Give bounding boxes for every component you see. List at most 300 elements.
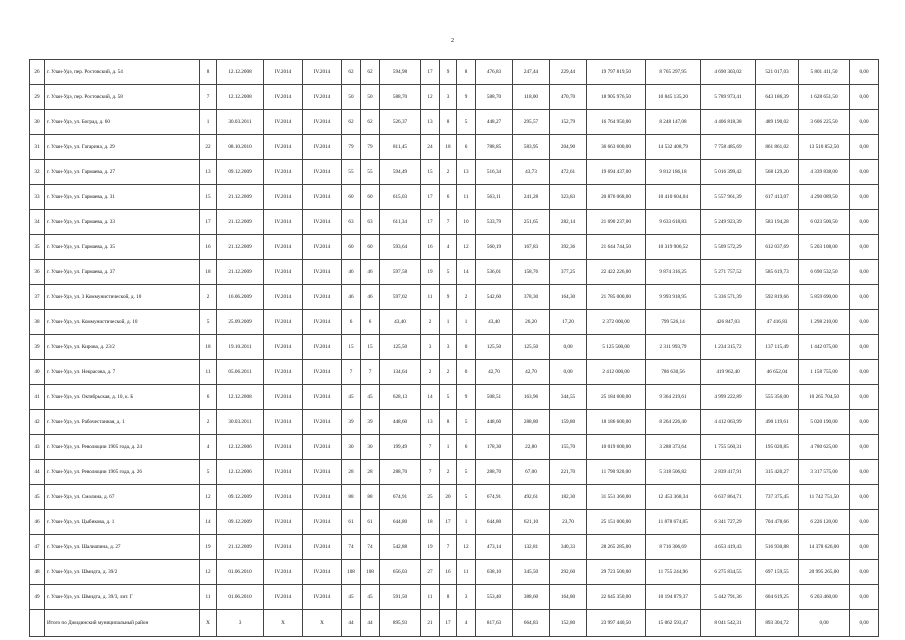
table-cell: 8 716 306,69 xyxy=(646,535,701,560)
table-cell: 16.06.2009 xyxy=(217,285,264,310)
table-cell: 241,28 xyxy=(513,185,550,210)
table-cell: IV.2014 xyxy=(303,460,342,485)
table-cell: 88 xyxy=(342,485,361,510)
table-cell: 15 xyxy=(200,185,217,210)
table-cell: г. Улан-Удэ, ул. Гармаева, д. 35 xyxy=(45,235,200,260)
table-cell: IV.2014 xyxy=(264,460,303,485)
table-cell: IV.2014 xyxy=(264,560,303,585)
table-cell: 0,00 xyxy=(850,485,879,510)
table-cell: 45 xyxy=(342,585,361,610)
table-cell: 0,00 xyxy=(850,610,879,637)
table-cell: 41 xyxy=(30,385,45,410)
table-cell: 12 453 368,34 xyxy=(646,485,701,510)
table-cell: 0,00 xyxy=(850,135,879,160)
table-cell: 45 xyxy=(30,485,45,510)
table-cell: 2 372 000,00 xyxy=(587,310,646,335)
table-cell: IV.2014 xyxy=(303,60,342,85)
register-table xyxy=(29,59,879,637)
table-cell: 585 619,73 xyxy=(756,260,799,285)
table-cell: 17 xyxy=(421,60,440,85)
table-row xyxy=(30,110,879,135)
table-cell: 315 420,27 xyxy=(756,460,799,485)
table-cell: 4 290 089,50 xyxy=(799,185,850,210)
table-cell: 247,44 xyxy=(513,60,550,85)
table-cell: IV.2014 xyxy=(303,110,342,135)
table-cell: IV.2014 xyxy=(303,235,342,260)
table-cell: 419 962,40 xyxy=(701,360,756,385)
table-cell: 26 xyxy=(30,60,45,85)
table-cell: IV.2014 xyxy=(264,585,303,610)
table-cell: 18 xyxy=(200,260,217,285)
table-cell: 60 xyxy=(361,185,380,210)
table-cell: 46 xyxy=(30,510,45,535)
table-cell: 134,64 xyxy=(380,360,421,385)
table-row xyxy=(30,585,879,610)
table-cell: 9 364 219,61 xyxy=(646,385,701,410)
table-cell: 9 xyxy=(457,385,476,410)
table-cell: г. Улан-Удэ, ул. Революции 1905 года, д. 26 xyxy=(45,460,200,485)
table-cell: 0 xyxy=(457,335,476,360)
table-cell: 0,00 xyxy=(850,335,879,360)
table-cell: 2 412 000,00 xyxy=(587,360,646,385)
table-cell: 490 119,61 xyxy=(756,410,799,435)
table-cell: 5 125 500,00 xyxy=(587,335,646,360)
table-cell: 9 xyxy=(457,85,476,110)
table-cell: 2 311 993,79 xyxy=(646,335,701,360)
table-cell: 4 406 818,38 xyxy=(701,110,756,135)
table-cell: 182,30 xyxy=(550,485,587,510)
table-cell: 553,40 xyxy=(476,585,513,610)
table-cell: 10 265 704,50 xyxy=(799,385,850,410)
table-cell: 8 xyxy=(457,60,476,85)
table-cell: IV.2014 xyxy=(303,85,342,110)
table-cell: 35 xyxy=(30,235,45,260)
table-cell: 0,00 xyxy=(550,335,587,360)
table-cell: 5 016 399,42 xyxy=(701,160,756,185)
table-cell: 43,40 xyxy=(380,310,421,335)
table-cell: 560,19 xyxy=(476,235,513,260)
table-cell: 6 203 460,00 xyxy=(799,585,850,610)
table-cell: 472,61 xyxy=(550,160,587,185)
table-cell: 664,83 xyxy=(513,610,550,637)
table-cell: 164,80 xyxy=(550,585,587,610)
table-cell: 1 628 651,50 xyxy=(799,85,850,110)
table-cell: 44 xyxy=(30,460,45,485)
table-cell: 27 xyxy=(421,560,440,585)
table-cell: 6 xyxy=(361,310,380,335)
table-cell: 20 995 265,00 xyxy=(799,560,850,585)
table-cell: 63 xyxy=(342,210,361,235)
table-cell: 4 xyxy=(457,610,476,637)
table-cell: 0,00 xyxy=(850,410,879,435)
table-cell: 55 xyxy=(361,160,380,185)
table-cell: 01.06.2010 xyxy=(217,585,264,610)
table-cell: 5 271 757,52 xyxy=(701,260,756,285)
table-cell: 6 xyxy=(440,185,457,210)
table-cell: 46 xyxy=(361,285,380,310)
table-row xyxy=(30,210,879,235)
table-cell: IV.2014 xyxy=(303,210,342,235)
table-cell: 644,80 xyxy=(380,510,421,535)
table-cell: 448,27 xyxy=(476,110,513,135)
table-cell: 583 194,28 xyxy=(756,210,799,235)
table-cell: 13 xyxy=(421,110,440,135)
table-cell: 6 xyxy=(457,435,476,460)
table-cell: 19 xyxy=(421,260,440,285)
table-cell: 9 812 186,18 xyxy=(646,160,701,185)
table-cell: 377,25 xyxy=(550,260,587,285)
table-cell: 31 551 360,00 xyxy=(587,485,646,510)
table-cell: 448,60 xyxy=(476,410,513,435)
table-cell: 61 xyxy=(342,510,361,535)
table-cell: 2 839 417,91 xyxy=(701,460,756,485)
table-cell: 594,98 xyxy=(380,60,421,85)
table-cell: 60 xyxy=(342,235,361,260)
table-cell: 8 765 297,95 xyxy=(646,60,701,85)
table-cell: 4 339 838,00 xyxy=(799,160,850,185)
table-cell: 14 xyxy=(457,260,476,285)
table-cell: 18 xyxy=(421,510,440,535)
table-cell: 12.12.2008 xyxy=(217,60,264,85)
table-cell: 61 xyxy=(361,510,380,535)
table-cell: 6 275 834,55 xyxy=(701,560,756,585)
table-cell: 588,70 xyxy=(476,85,513,110)
table-cell: 1 234 315,72 xyxy=(701,335,756,360)
table-cell: г. Улан-Удэ, ул. Боград, д. 60 xyxy=(45,110,200,135)
table-cell: 0,00 xyxy=(550,360,587,385)
table-cell: 19.10.2011 xyxy=(217,335,264,360)
table-cell: X xyxy=(303,610,342,637)
table-cell: 0,00 xyxy=(850,235,879,260)
table-cell: 195 020,85 xyxy=(756,435,799,460)
table-cell: 3 317 575,00 xyxy=(799,460,850,485)
table-cell: 30 xyxy=(361,435,380,460)
table-cell: IV.2014 xyxy=(303,260,342,285)
table-cell: 67,00 xyxy=(513,460,550,485)
table-cell: 11 xyxy=(200,360,217,385)
table-cell: 1 xyxy=(457,510,476,535)
table-cell: 536,01 xyxy=(476,260,513,285)
table-cell: IV.2014 xyxy=(264,360,303,385)
table-cell: г. Улан-Удэ, ул. Шмидта, д. 39/3, лит. Г xyxy=(45,585,200,610)
table-cell: 159,80 xyxy=(550,410,587,435)
total-row xyxy=(30,610,879,637)
table-cell: 14 532 408,79 xyxy=(646,135,701,160)
table-cell: 19 797 819,50 xyxy=(587,60,646,85)
table-cell: 656,03 xyxy=(380,560,421,585)
table-cell: 591,50 xyxy=(380,585,421,610)
table-cell: 5 859 690,00 xyxy=(799,285,850,310)
table-cell: 5 801 411,50 xyxy=(799,60,850,85)
table-cell: 7 xyxy=(342,360,361,385)
table-cell: 4 653 419,43 xyxy=(701,535,756,560)
table-cell: 108 xyxy=(342,560,361,585)
table-cell: 5 xyxy=(200,310,217,335)
table-cell: 17 xyxy=(421,210,440,235)
table-cell: 0,00 xyxy=(850,85,879,110)
table-cell: IV.2014 xyxy=(303,135,342,160)
table-cell: 137 115,49 xyxy=(756,335,799,360)
table-cell: 345,50 xyxy=(513,560,550,585)
table-cell: 2 xyxy=(421,360,440,385)
table-cell: 0,00 xyxy=(850,110,879,135)
table-cell: 17 xyxy=(440,610,457,637)
table-cell: 155,70 xyxy=(550,435,587,460)
table-cell: 22 xyxy=(200,135,217,160)
table-cell: 20 876 068,00 xyxy=(587,185,646,210)
table-cell: IV.2014 xyxy=(264,435,303,460)
table-cell: 7 xyxy=(440,210,457,235)
table-cell: 13 xyxy=(457,160,476,185)
table-cell: 611,34 xyxy=(380,210,421,235)
table-cell: 597,02 xyxy=(380,285,421,310)
table-cell: 597,58 xyxy=(380,260,421,285)
table-cell: 2 xyxy=(440,160,457,185)
table-cell: 50 xyxy=(342,85,361,110)
table-cell: 0 xyxy=(457,360,476,385)
table-cell: 542,88 xyxy=(380,535,421,560)
table-cell: г. Улан-Удэ, пер. Ростовский, д. 54 xyxy=(45,60,200,85)
table-cell: 15 062 593,47 xyxy=(646,610,701,637)
table-cell: 152,80 xyxy=(550,610,587,637)
table-cell: 163,96 xyxy=(513,385,550,410)
table-cell: 1 xyxy=(440,435,457,460)
table-cell: 28 xyxy=(342,460,361,485)
table-cell: г. Улан-Удэ, ул. Гармаева, д. 31 xyxy=(45,185,200,210)
table-cell: 01.06.2010 xyxy=(217,560,264,585)
table-cell: 18 905 976,50 xyxy=(587,85,646,110)
table-cell: 5 xyxy=(200,460,217,485)
table-cell: 0,00 xyxy=(799,610,850,637)
table-cell: 42,70 xyxy=(476,360,513,385)
table-cell: 46 652,04 xyxy=(756,360,799,385)
table-cell: 15 xyxy=(421,160,440,185)
table-cell: 05.06.2011 xyxy=(217,360,264,385)
table-cell: 6 023 500,50 xyxy=(799,210,850,235)
table-cell: 21.12.2009 xyxy=(217,235,264,260)
table-cell: IV.2014 xyxy=(303,535,342,560)
table-cell: 204,90 xyxy=(550,135,587,160)
table-cell: 3 xyxy=(440,335,457,360)
register-table-body xyxy=(30,60,879,637)
table-cell: 125,50 xyxy=(380,335,421,360)
table-cell: 533,79 xyxy=(476,210,513,235)
table-cell: 489 190,02 xyxy=(756,110,799,135)
table-cell: 0,00 xyxy=(850,535,879,560)
table-cell: 563,11 xyxy=(476,185,513,210)
table-cell: 5 509 572,29 xyxy=(701,235,756,260)
table-cell: 10 845 135,20 xyxy=(646,85,701,110)
table-cell: 42,70 xyxy=(513,360,550,385)
table-cell: 3 xyxy=(421,335,440,360)
table-cell: 60 xyxy=(342,185,361,210)
table-cell: 46 xyxy=(361,260,380,285)
table-cell: 6 637 864,71 xyxy=(701,485,756,510)
table-cell: 5 557 961,39 xyxy=(701,185,756,210)
table-cell: 21.12.2009 xyxy=(217,210,264,235)
table-cell: 11 xyxy=(457,185,476,210)
table-cell: 8 041 542,31 xyxy=(701,610,756,637)
table-cell: IV.2014 xyxy=(264,285,303,310)
table-row xyxy=(30,560,879,585)
table-cell: 5 xyxy=(440,260,457,285)
table-cell: 26,20 xyxy=(513,310,550,335)
table-cell: IV.2014 xyxy=(303,485,342,510)
table-cell: 18 xyxy=(200,335,217,360)
table-cell: 0,00 xyxy=(850,585,879,610)
table-cell: 45 xyxy=(361,385,380,410)
table-cell: 60 xyxy=(361,235,380,260)
table-cell: 21.12.2009 xyxy=(217,535,264,560)
table-cell: 12.12.2008 xyxy=(217,85,264,110)
table-cell xyxy=(30,610,45,637)
table-cell: 2 xyxy=(200,410,217,435)
table-cell: 21.12.2009 xyxy=(217,185,264,210)
table-cell: 526,37 xyxy=(380,110,421,135)
table-cell: 4 412 063,99 xyxy=(701,410,756,435)
table-row xyxy=(30,185,879,210)
table-cell: 7 758 485,69 xyxy=(701,135,756,160)
table-cell: 45 xyxy=(361,585,380,610)
table-cell: 30.03.2011 xyxy=(217,110,264,135)
table-cell: IV.2014 xyxy=(303,510,342,535)
table-cell: 612 037,69 xyxy=(756,235,799,260)
table-cell: 811,45 xyxy=(380,135,421,160)
table-cell: 5 336 571,39 xyxy=(701,285,756,310)
table-cell: 18 xyxy=(440,135,457,160)
table-row xyxy=(30,335,879,360)
table-cell: 0,00 xyxy=(850,285,879,310)
table-cell: 697 159,55 xyxy=(756,560,799,585)
table-cell: 6 xyxy=(342,310,361,335)
table-cell: г. Улан-Удэ, ул. Рабочестанная, д. 1 xyxy=(45,410,200,435)
table-cell: 22 422 226,00 xyxy=(587,260,646,285)
table-cell: 25.09.2009 xyxy=(217,310,264,335)
table-cell: 11 790 920,00 xyxy=(587,460,646,485)
table-cell: 25 xyxy=(421,485,440,510)
table-cell: 21.12.2009 xyxy=(217,260,264,285)
table-cell: 15 xyxy=(361,335,380,360)
table-cell: 593,64 xyxy=(380,235,421,260)
table-cell: 23,70 xyxy=(550,510,587,535)
table-cell: 5 789 973,41 xyxy=(701,85,756,110)
table-cell: 1 298 210,00 xyxy=(799,310,850,335)
table-cell: 392,36 xyxy=(550,235,587,260)
table-cell: 11 878 674,05 xyxy=(646,510,701,535)
table-cell: 7 xyxy=(200,85,217,110)
table-cell: 16 xyxy=(200,235,217,260)
table-cell: 788,85 xyxy=(476,135,513,160)
table-row xyxy=(30,285,879,310)
table-cell: г. Улан-Удэ, ул. Смолина, д. 67 xyxy=(45,485,200,510)
table-cell: 62 xyxy=(361,60,380,85)
table-cell: IV.2014 xyxy=(303,435,342,460)
table-cell: 4 xyxy=(440,235,457,260)
table-cell: 11 xyxy=(200,585,217,610)
table-cell: 21 690 237,00 xyxy=(587,210,646,235)
table-cell: 62 xyxy=(361,110,380,135)
table-row xyxy=(30,410,879,435)
table-cell: 251,65 xyxy=(513,210,550,235)
table-cell: 555 356,00 xyxy=(756,385,799,410)
table-cell: IV.2014 xyxy=(264,110,303,135)
table-cell: 178,30 xyxy=(476,435,513,460)
table-cell: 132,81 xyxy=(513,535,550,560)
table-cell: 14 378 626,00 xyxy=(799,535,850,560)
table-cell: 674,91 xyxy=(380,485,421,510)
table-cell: г. Улан-Удэ, ул. Гагарина, д. 29 xyxy=(45,135,200,160)
table-cell: 508,51 xyxy=(476,385,513,410)
table-cell: IV.2014 xyxy=(303,410,342,435)
table-cell: 9 993 918,95 xyxy=(646,285,701,310)
table-cell: 7 xyxy=(361,360,380,385)
table-cell: 43,40 xyxy=(476,310,513,335)
table-cell: 5 xyxy=(457,410,476,435)
table-cell: IV.2014 xyxy=(264,235,303,260)
table-row xyxy=(30,310,879,335)
table-cell: 6 xyxy=(457,135,476,160)
table-cell: IV.2014 xyxy=(303,335,342,360)
table-row xyxy=(30,460,879,485)
table-cell: IV.2014 xyxy=(264,60,303,85)
table-cell: 4 690 303,02 xyxy=(701,60,756,85)
table-row xyxy=(30,135,879,160)
table-cell: 3 xyxy=(457,585,476,610)
table-row xyxy=(30,510,879,535)
table-cell: г. Улан-Удэ, ул. Цыбикова, д. 1 xyxy=(45,510,200,535)
table-cell: 10 019 600,00 xyxy=(587,435,646,460)
table-cell: 199,49 xyxy=(380,435,421,460)
table-cell: IV.2014 xyxy=(264,385,303,410)
table-cell: 9 633 618,83 xyxy=(646,210,701,235)
table-cell: 6 341 727,29 xyxy=(701,510,756,535)
table-cell: IV.2014 xyxy=(264,410,303,435)
table-cell: 47 xyxy=(30,535,45,560)
table-cell: 39 xyxy=(361,410,380,435)
table-cell: 16 764 950,00 xyxy=(587,110,646,135)
page-number: 2 xyxy=(451,38,454,44)
table-cell: 63 xyxy=(361,210,380,235)
table-cell: 3 xyxy=(440,85,457,110)
table-cell: 25 151 000,00 xyxy=(587,510,646,535)
table-cell: 0,00 xyxy=(850,160,879,185)
table-cell: 10 319 906,52 xyxy=(646,235,701,260)
table-cell: 817,63 xyxy=(476,610,513,637)
table-cell: IV.2014 xyxy=(264,310,303,335)
table-cell: 37 xyxy=(30,285,45,310)
table-cell: IV.2014 xyxy=(264,160,303,185)
table-cell: Итого по Джидинский муниципальный район xyxy=(45,610,200,637)
table-cell: 15 xyxy=(342,335,361,360)
table-cell: 12.12.2006 xyxy=(217,460,264,485)
table-cell: IV.2014 xyxy=(264,85,303,110)
table-cell: 19 xyxy=(200,535,217,560)
table-cell: 125,50 xyxy=(476,335,513,360)
table-cell: 12 xyxy=(457,535,476,560)
table-cell: 14 xyxy=(421,385,440,410)
table-cell: г. Улан-Удэ, ул. Шалиапина, д. 27 xyxy=(45,535,200,560)
table-row xyxy=(30,435,879,460)
table-cell: 10 194 879,37 xyxy=(646,585,701,610)
table-cell: г. Улан-Удэ, ул. Гармаева, д. 37 xyxy=(45,260,200,285)
table-cell: 30 xyxy=(30,110,45,135)
table-cell: 5 020 190,00 xyxy=(799,410,850,435)
table-cell: 1 xyxy=(440,310,457,335)
table-cell: 473,14 xyxy=(476,535,513,560)
table-cell: 221,70 xyxy=(550,460,587,485)
table-row xyxy=(30,360,879,385)
table-cell: 21 785 000,00 xyxy=(587,285,646,310)
